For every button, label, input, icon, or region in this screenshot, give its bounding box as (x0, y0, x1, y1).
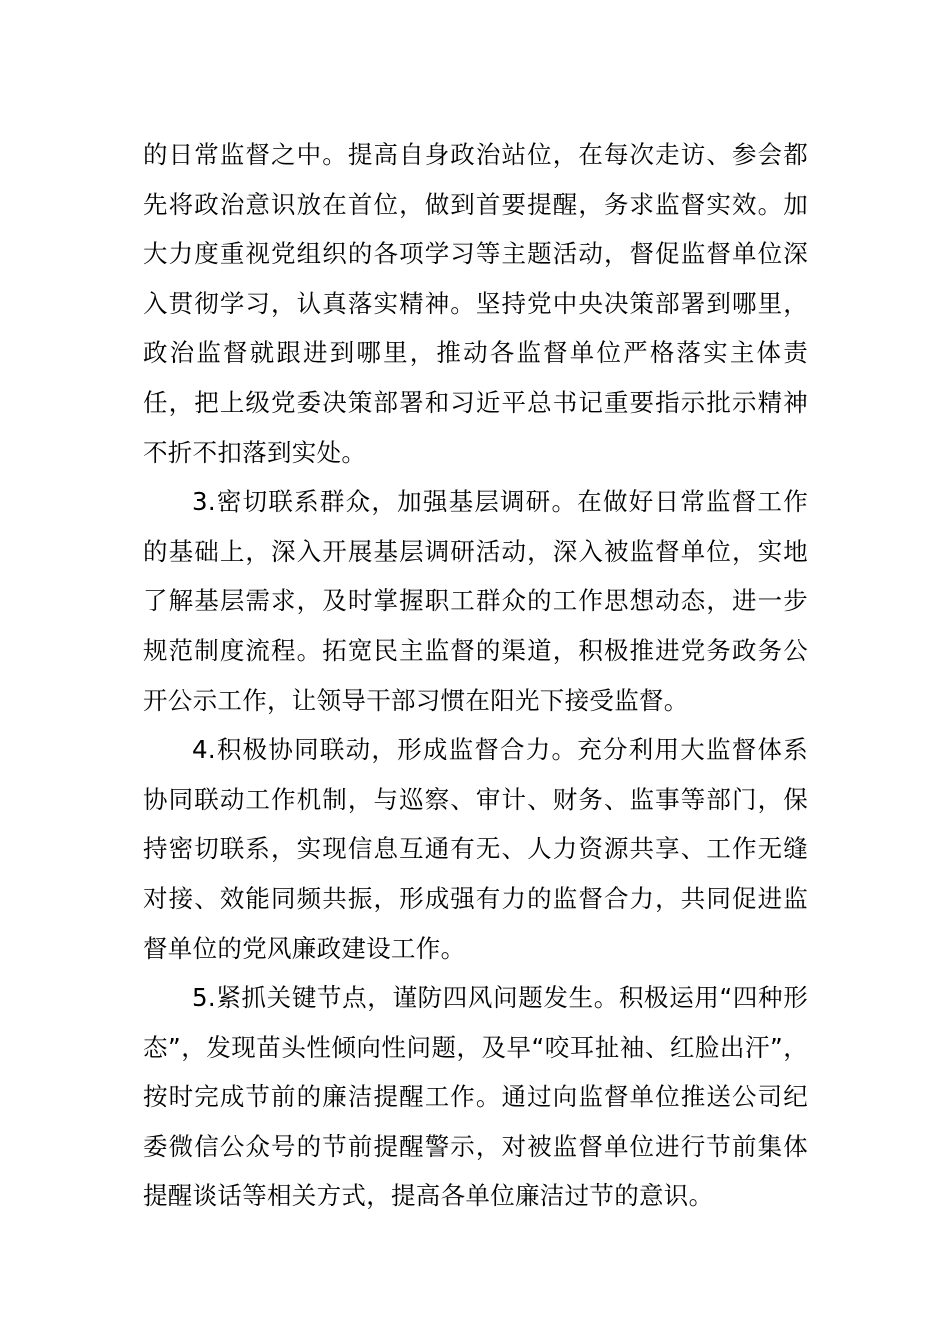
paragraph-item-3: 3.密切联系群众，加强基层调研。在做好日常监督工作的基础上，深入开展基层调研活动，深入被监督单位，实地了解基层需求，及时掌握职工群众的工作思想动态，进一步规范制度流程。拓宽民主监督的渠道，积极推进党务政务公开公示工作，让领导干部习惯在阳光下接受监督。 (143, 487, 808, 715)
paragraph-item-4: 4.积极协同联动，形成监督合力。充分利用大监督体系协同联动工作机制，与巡察、审计、财务、监事等部门，保持密切联系，实现信息互通有无、人力资源共享、工作无缝对接、效能同频共振，形成强有力的监督合力，共同促进监督单位的党风廉政建设工作。 (143, 735, 808, 963)
paragraph-continuation: 的日常监督之中。提高自身政治站位，在每次走访、参会都先将政治意识放在首位，做到首要提醒，务求监督实效。加大力度重视党组织的各项学习等主题活动，督促监督单位深入贯彻学习，认真落实精神。坚持党中央决策部署到哪里，政治监督就跟进到哪里，推动各监督单位严格落实主体责任，把上级党委决策部署和习近平总书记重要指示批示精神不折不扣落到实处。 (143, 140, 808, 467)
paragraph-item-5: 5.紧抓关键节点，谨防四风问题发生。积极运用“四种形态”，发现苗头性倾向性问题，及早“咬耳扯袖、红脸出汗”，按时完成节前的廉洁提醒工作。通过向监督单位推送公司纪委微信公众号的节前提醒警示，对被监督单位进行节前集体提醒谈话等相关方式，提高各单位廉洁过节的意识。 (143, 983, 808, 1211)
document-body (143, 130, 808, 1221)
